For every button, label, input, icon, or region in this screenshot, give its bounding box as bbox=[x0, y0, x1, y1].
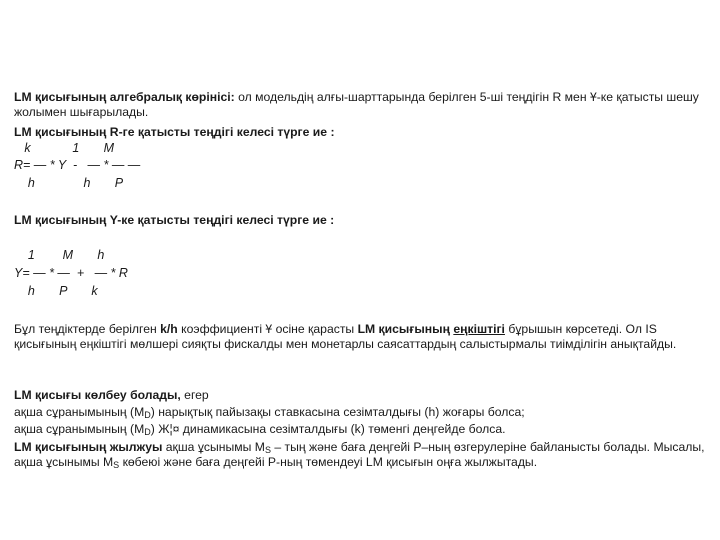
shift-text-pre: ақша ұсынымы M bbox=[162, 440, 265, 454]
slope-condition-heading: LM қисығы көлбеу болады, bbox=[14, 388, 181, 402]
slope-condition-line-1 bbox=[14, 405, 710, 420]
intro-text: ол модельдің алғы-шарттарында берілген 5-ші теңдігін R мен Ұ-ке қатысты шешу жолымен шығарылады. bbox=[14, 90, 699, 119]
shift-paragraph bbox=[14, 440, 710, 470]
r-equation-heading: LM қисығының R-ге қатысты теңдігі келесі түрге ие : bbox=[14, 125, 335, 139]
coefficient-kh: k/h bbox=[160, 322, 178, 336]
explanation-paragraph bbox=[14, 322, 710, 352]
r-equation-denominators: h h P bbox=[14, 176, 124, 190]
explanation-part3: бұрышын көрсетеді. Ол IS қисығының еңкіштігі мөлшері сияқты фискалды мен монетарлы саясаттардың салыстырмалы тиімділігін анықтайды. bbox=[14, 322, 677, 351]
y-equation-main: Y= — * — + — * R bbox=[14, 266, 128, 280]
line1-post: ) нарықтық пайызақы ставкасына сезімталдығы (h) жоғары болса; bbox=[150, 405, 525, 419]
shift-sub-2: S bbox=[113, 460, 120, 470]
y-equation-denominators: h P k bbox=[14, 284, 98, 298]
slope-condition-line-2 bbox=[14, 422, 710, 437]
slope-condition-tail: егер bbox=[180, 388, 209, 402]
explanation-part1: Бұл теңдіктерде берілген bbox=[14, 322, 161, 336]
line2-post: ) Ж¦¤ динамикасына сезімталдығы (k) төменгі деңгейде болса. bbox=[150, 422, 506, 436]
slope-condition-title bbox=[14, 388, 710, 403]
slope-term: еңкіштігі bbox=[453, 322, 505, 336]
y-equation-numerators: 1 M h bbox=[14, 248, 105, 262]
line1-sub: D bbox=[144, 410, 151, 420]
r-equation-main: R= — * Y - — * — — bbox=[14, 158, 141, 172]
intro-paragraph bbox=[14, 90, 710, 120]
line2-pre: ақша сұранымының (M bbox=[14, 422, 145, 436]
shift-text-post: көбеюі және баға деңгейі P-ның төмендеуі LM қисығын оңға жылжытады. bbox=[119, 455, 538, 469]
y-equation-heading: LM қисығының Y-ке қатысты теңдігі келесі түрге ие : bbox=[14, 213, 335, 227]
line2-sub: D bbox=[144, 427, 151, 437]
shift-sub-1: S bbox=[264, 445, 271, 455]
explanation-part2: коэффициенті Ұ осіне қарасты bbox=[177, 322, 358, 336]
lm-curve-term: LM қисығының bbox=[357, 322, 450, 336]
r-equation-numerators: k 1 M bbox=[14, 141, 115, 155]
intro-heading: LM қисығының алгебралық көрінісі: bbox=[14, 90, 235, 104]
shift-heading: LM қисығының жылжуы bbox=[14, 440, 163, 454]
shift-text-mid: – тың және баға деңгейі P–ның өзгерулеріне байланысты болады. Мысалы, ақша ұсынымы M bbox=[14, 440, 705, 469]
line1-pre: ақша сұранымының (M bbox=[14, 405, 145, 419]
